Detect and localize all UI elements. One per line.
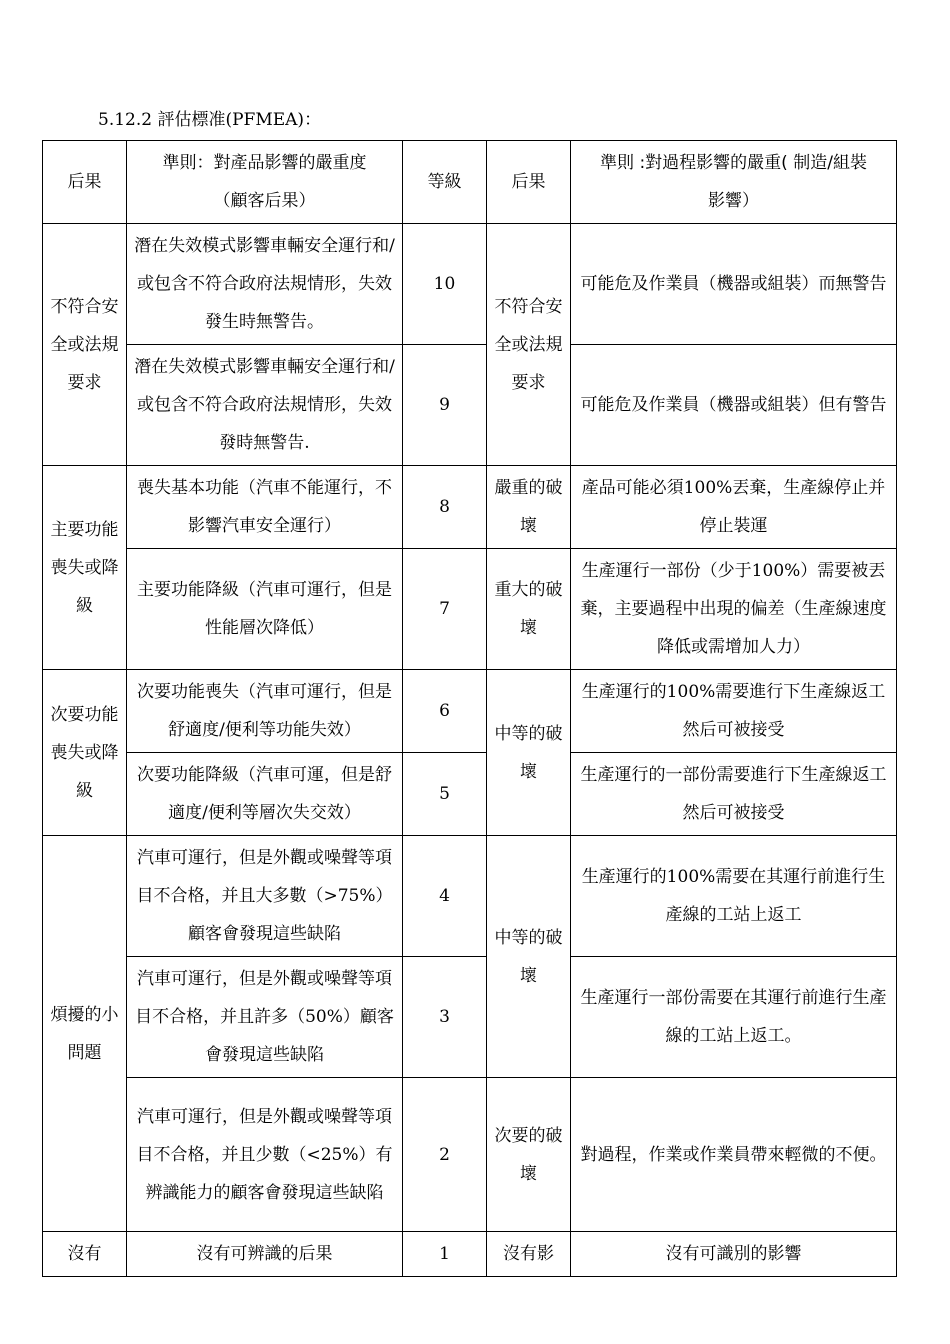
process-effect-cell: 重大的破壞: [487, 549, 571, 670]
process-criteria-cell: 生產運行一部份需要在其運行前進行生產線的工站上返工。: [571, 957, 897, 1078]
product-effect-cell: 次要功能喪失或降級: [43, 670, 127, 836]
rank-cell: 2: [403, 1078, 487, 1232]
table-row: [43, 670, 897, 753]
table-header-row: [43, 141, 897, 224]
rank-cell: 1: [403, 1232, 487, 1277]
header-criteria-product-line1: 準則：對產品影響的嚴重度: [162, 153, 367, 173]
process-criteria-cell: 可能危及作業員（機器或組裝）但有警告: [571, 345, 897, 466]
process-criteria-cell: 生產運行一部份（少于100%）需要被丟棄，主要過程中出現的偏差（生產線速度降低或需增加人力）: [571, 549, 897, 670]
header-criteria-process-line1: 準則 :對過程影響的嚴重( 制造/組裝: [600, 153, 867, 173]
table-row: [43, 466, 897, 549]
product-criteria-cell: 次要功能喪失（汽車可運行，但是舒適度/便利等功能失效）: [127, 670, 403, 753]
header-criteria-product: [127, 141, 403, 224]
product-criteria-cell: 沒有可辨識的后果: [127, 1232, 403, 1277]
table-row: [43, 1078, 897, 1232]
header-consequence-product: 后果: [43, 141, 127, 224]
product-effect-cell: 不符合安全或法規要求: [43, 224, 127, 466]
product-effect-cell: 主要功能喪失或降級: [43, 466, 127, 670]
product-criteria-cell: 汽車可運行，但是外觀或噪聲等項目不合格，并且大多數（>75%）顧客會發現這些缺陷: [127, 836, 403, 957]
table-row: [43, 957, 897, 1078]
process-effect-cell: 中等的破壞: [487, 836, 571, 1078]
product-criteria-cell: 汽車可運行，但是外觀或噪聲等項目不合格，并且許多（50%）顧客會發現這些缺陷: [127, 957, 403, 1078]
header-criteria-process-line2: 影響）: [708, 191, 759, 211]
rank-cell: 3: [403, 957, 487, 1078]
process-criteria-cell: 生產運行的100%需要進行下生產線返工然后可被接受: [571, 670, 897, 753]
product-criteria-cell: 潛在失效模式影響車輛安全運行和/或包含不符合政府法規情形，失效發時無警告.: [127, 345, 403, 466]
product-effect-cell: 煩擾的小問題: [43, 836, 127, 1232]
process-criteria-cell: 生產運行的100%需要在其運行前進行生產線的工站上返工: [571, 836, 897, 957]
product-criteria-cell: 次要功能降級（汽車可運，但是舒適度/便利等層次失交效）: [127, 753, 403, 836]
process-effect-cell: 次要的破壞: [487, 1078, 571, 1232]
process-effect-cell: 嚴重的破壞: [487, 466, 571, 549]
section-heading: 5.12.2 評估標准(PFMEA)：: [98, 110, 322, 130]
header-criteria-process: [571, 141, 897, 224]
rank-cell: 4: [403, 836, 487, 957]
process-effect-cell: 不符合安全或法規要求: [487, 224, 571, 466]
process-criteria-cell: 對過程，作業或作業員帶來輕微的不便。: [571, 1078, 897, 1232]
process-effect-cell: 中等的破壞: [487, 670, 571, 836]
header-criteria-product-line2: （顧客后果）: [213, 191, 316, 211]
header-rank: 等級: [403, 141, 487, 224]
rank-cell: 8: [403, 466, 487, 549]
process-criteria-cell: 生產運行的一部份需要進行下生產線返工然后可被接受: [571, 753, 897, 836]
process-criteria-cell: 產品可能必須100%丟棄，生產線停止并停止裝運: [571, 466, 897, 549]
table-row: [43, 753, 897, 836]
product-criteria-cell: 汽車可運行，但是外觀或噪聲等項目不合格，并且少數（<25%）有辨識能力的顧客會發現這些缺陷: [127, 1078, 403, 1232]
pfmea-severity-table: [42, 140, 897, 1277]
process-effect-cell: 沒有影: [487, 1232, 571, 1277]
rank-cell: 10: [403, 224, 487, 345]
product-criteria-cell: 喪失基本功能（汽車不能運行，不影響汽車安全運行）: [127, 466, 403, 549]
process-criteria-cell: 可能危及作業員（機器或組裝）而無警告: [571, 224, 897, 345]
table-row: [43, 345, 897, 466]
table-row: [43, 224, 897, 345]
process-criteria-cell: 沒有可識別的影響: [571, 1232, 897, 1277]
table-row: [43, 836, 897, 957]
product-criteria-cell: 潛在失效模式影響車輛安全運行和/或包含不符合政府法規情形，失效發生時無警告。: [127, 224, 403, 345]
product-effect-cell: 沒有: [43, 1232, 127, 1277]
product-criteria-cell: 主要功能降級（汽車可運行，但是性能層次降低）: [127, 549, 403, 670]
rank-cell: 9: [403, 345, 487, 466]
rank-cell: 6: [403, 670, 487, 753]
table-row: [43, 549, 897, 670]
rank-cell: 7: [403, 549, 487, 670]
rank-cell: 5: [403, 753, 487, 836]
header-consequence-process: 后果: [487, 141, 571, 224]
table-row: [43, 1232, 897, 1277]
